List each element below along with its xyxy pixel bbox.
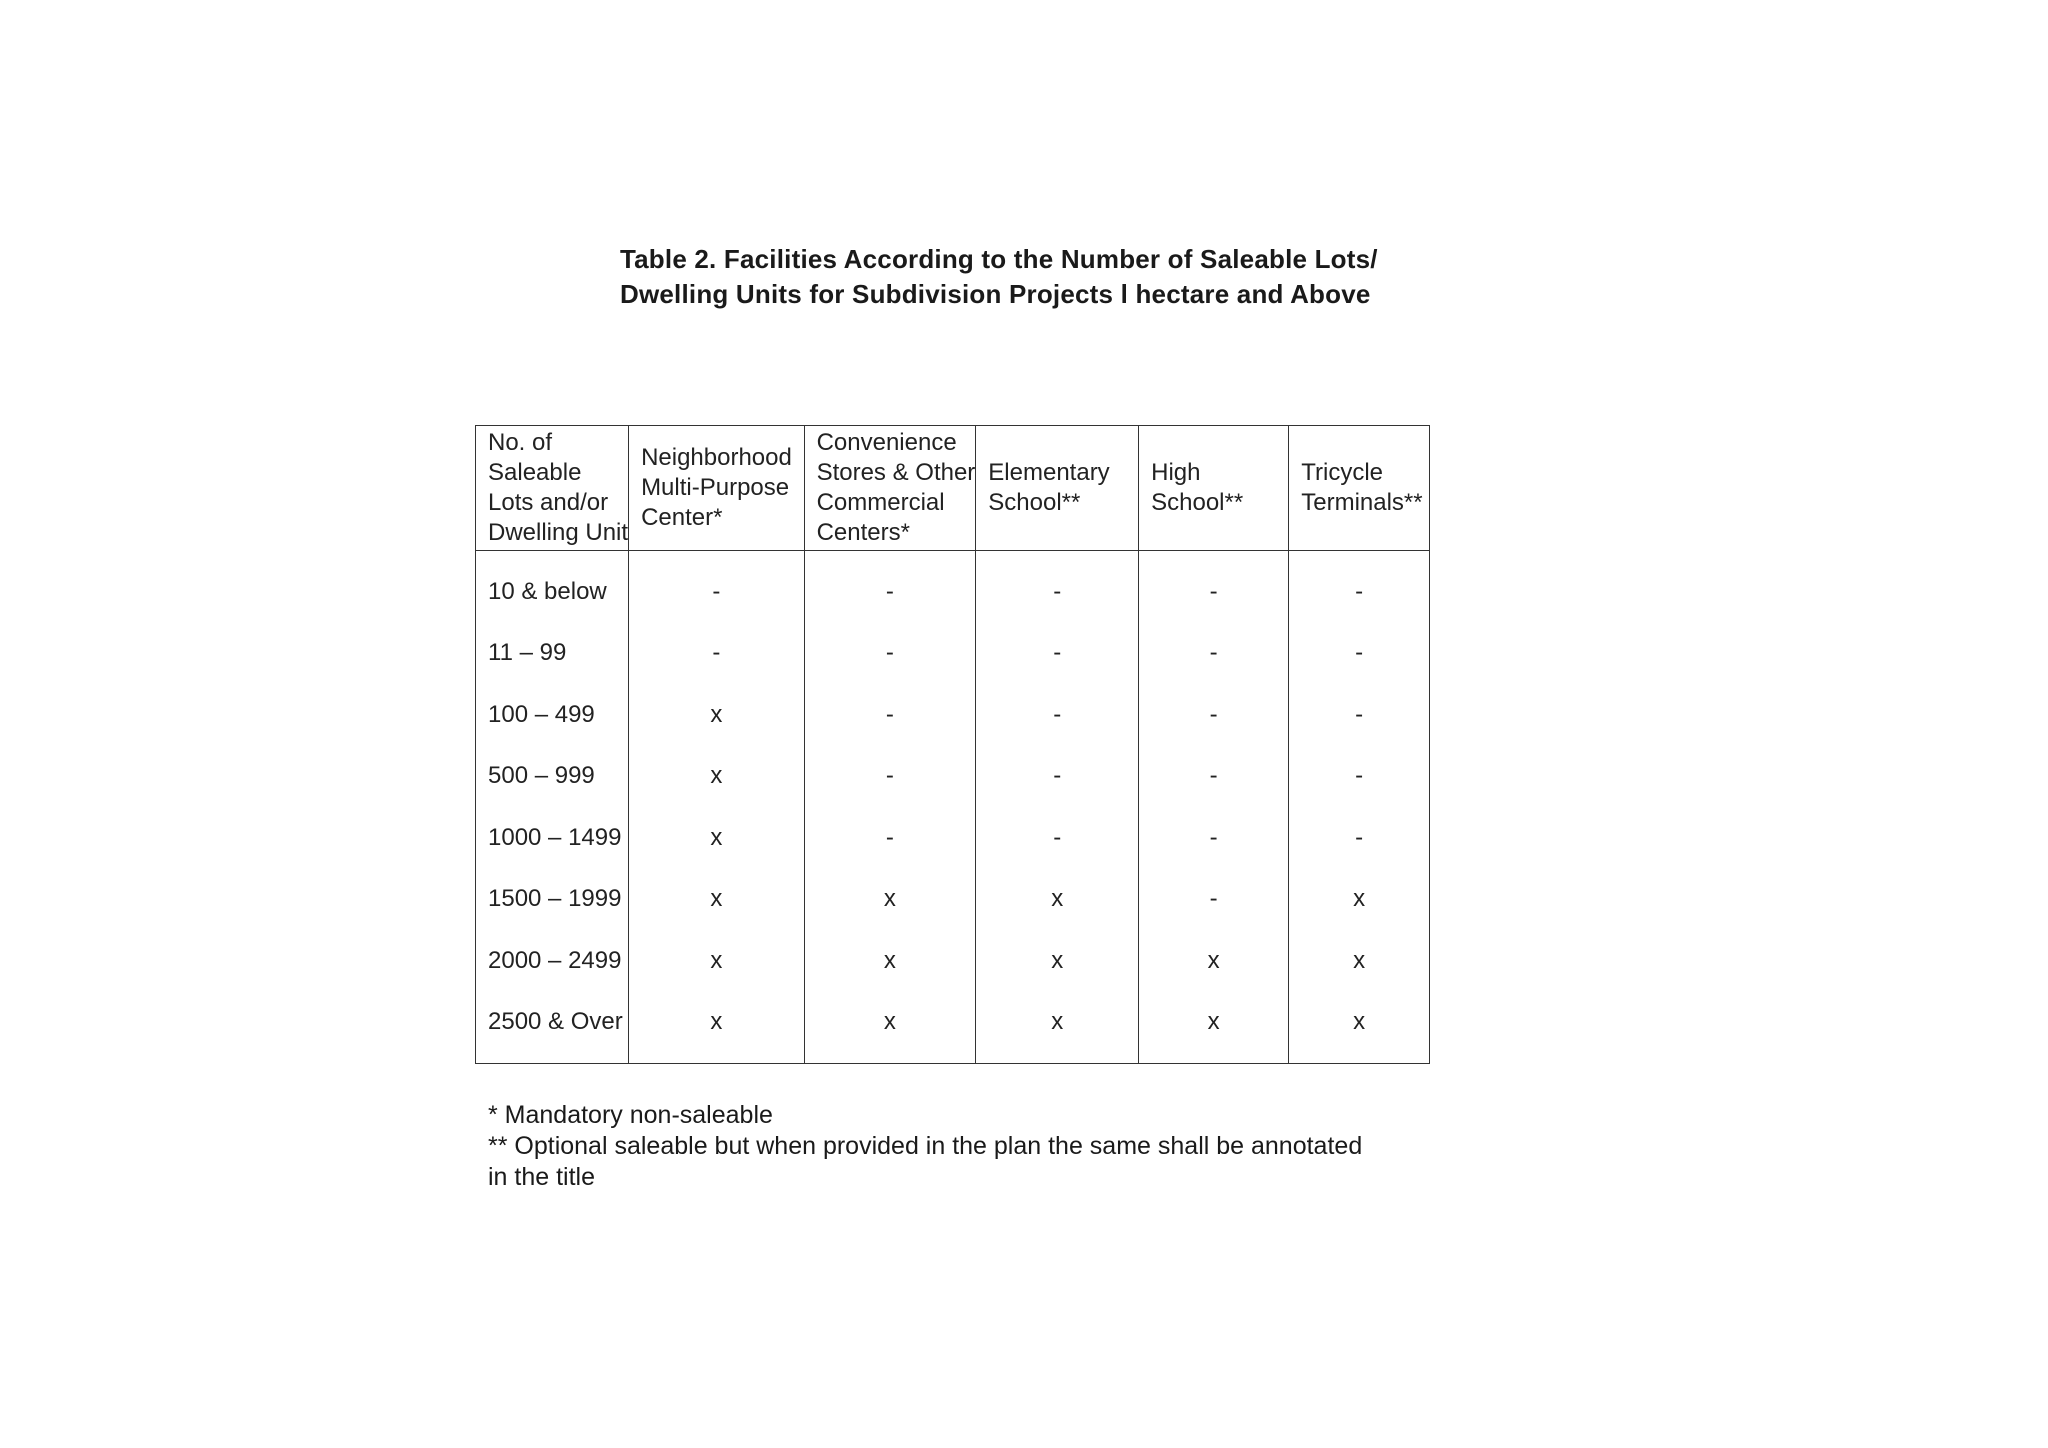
footnote-optional-line-1: ** Optional saleable but when provided in the plan the same shall be annotated: [488, 1132, 1363, 1160]
facility-mark-cell: x: [804, 869, 976, 931]
header-text: Centers*: [816, 519, 910, 546]
facility-mark-cell: x: [629, 869, 805, 931]
facility-mark-cell: x: [629, 684, 805, 746]
table-row: [476, 807, 1430, 869]
facility-mark-cell: x: [629, 992, 805, 1064]
facility-mark-cell: -: [804, 623, 976, 685]
facility-mark-cell: x: [1139, 992, 1289, 1064]
table-header-row: [476, 426, 1430, 551]
table-title: [620, 242, 1440, 312]
table-row: [476, 746, 1430, 808]
header-neighborhood-center: [629, 426, 805, 551]
facility-mark-cell: -: [804, 684, 976, 746]
facility-mark-cell: x: [976, 992, 1139, 1064]
header-text: School**: [988, 489, 1081, 516]
facility-mark-cell: -: [1139, 551, 1289, 623]
facility-mark-cell: x: [1139, 930, 1289, 992]
table-title-line-2: Dwelling Units for Subdivision Projects l hectare and Above: [620, 279, 1371, 309]
facility-mark-cell: -: [1289, 807, 1430, 869]
facility-mark-cell: x: [629, 807, 805, 869]
header-text: No. of: [488, 429, 553, 456]
facility-mark-cell: x: [1289, 930, 1430, 992]
facility-mark-cell: -: [976, 551, 1139, 623]
lots-range-cell: 100 – 499: [476, 684, 629, 746]
footnotes: [488, 1100, 1448, 1193]
facility-mark-cell: -: [629, 551, 805, 623]
header-text: Neighborhood: [641, 444, 792, 471]
facility-mark-cell: x: [1289, 992, 1430, 1064]
facility-mark-cell: -: [976, 807, 1139, 869]
header-text: School**: [1151, 489, 1244, 516]
facility-mark-cell: -: [1139, 807, 1289, 869]
lots-range-cell: 11 – 99: [476, 623, 629, 685]
table-row: [476, 551, 1430, 623]
facility-mark-cell: x: [629, 930, 805, 992]
facility-mark-cell: -: [804, 551, 976, 623]
facility-mark-cell: -: [976, 684, 1139, 746]
lots-range-cell: 500 – 999: [476, 746, 629, 808]
header-elementary-school: [976, 426, 1139, 551]
lots-range-cell: 1000 – 1499: [476, 807, 629, 869]
table-row: [476, 930, 1430, 992]
facility-mark-cell: -: [1139, 684, 1289, 746]
header-text: Saleable: [488, 459, 582, 486]
table-row: [476, 869, 1430, 931]
header-text: Stores & Other: [816, 459, 976, 486]
facility-mark-cell: x: [976, 869, 1139, 931]
lots-range-cell: 1500 – 1999: [476, 869, 629, 931]
table-row: [476, 623, 1430, 685]
facility-mark-cell: -: [1289, 623, 1430, 685]
header-text: Terminals**: [1301, 489, 1423, 516]
facility-mark-cell: -: [1289, 684, 1430, 746]
header-text: Lots and/or: [488, 489, 609, 516]
footnote-mandatory: * Mandatory non-saleable: [488, 1101, 773, 1129]
header-text: Tricycle: [1301, 459, 1384, 486]
header-text: High: [1151, 459, 1201, 486]
header-text: Elementary: [988, 459, 1110, 486]
facility-mark-cell: x: [976, 930, 1139, 992]
lots-range-cell: 10 & below: [476, 551, 629, 623]
facility-mark-cell: -: [1139, 869, 1289, 931]
facility-mark-cell: x: [629, 746, 805, 808]
lots-range-cell: 2500 & Over: [476, 992, 629, 1064]
facility-mark-cell: -: [804, 807, 976, 869]
table-row: [476, 992, 1430, 1064]
header-text: Multi-Purpose: [641, 474, 790, 501]
header-lots-count: [476, 426, 629, 551]
facility-mark-cell: -: [1289, 746, 1430, 808]
header-text: Center*: [641, 504, 723, 531]
facility-mark-cell: -: [1289, 551, 1430, 623]
facility-mark-cell: x: [804, 930, 976, 992]
lots-range-cell: 2000 – 2499: [476, 930, 629, 992]
facility-mark-cell: -: [629, 623, 805, 685]
facility-mark-cell: -: [976, 623, 1139, 685]
facility-mark-cell: x: [1289, 869, 1430, 931]
header-text: Dwelling Unit: [488, 519, 629, 546]
facilities-table: [475, 425, 1430, 1064]
facility-mark-cell: x: [804, 992, 976, 1064]
header-high-school: [1139, 426, 1289, 551]
header-text: Commercial: [816, 489, 945, 516]
table-row: [476, 684, 1430, 746]
footnote-optional-line-2: in the title: [488, 1163, 596, 1191]
facility-mark-cell: -: [1139, 623, 1289, 685]
header-text: Convenience: [816, 429, 957, 456]
header-convenience-stores: [804, 426, 976, 551]
header-tricycle-terminals: [1289, 426, 1430, 551]
facility-mark-cell: -: [1139, 746, 1289, 808]
facility-mark-cell: -: [976, 746, 1139, 808]
facility-mark-cell: -: [804, 746, 976, 808]
table-title-line-1: Table 2. Facilities According to the Number of Saleable Lots/: [620, 244, 1378, 274]
